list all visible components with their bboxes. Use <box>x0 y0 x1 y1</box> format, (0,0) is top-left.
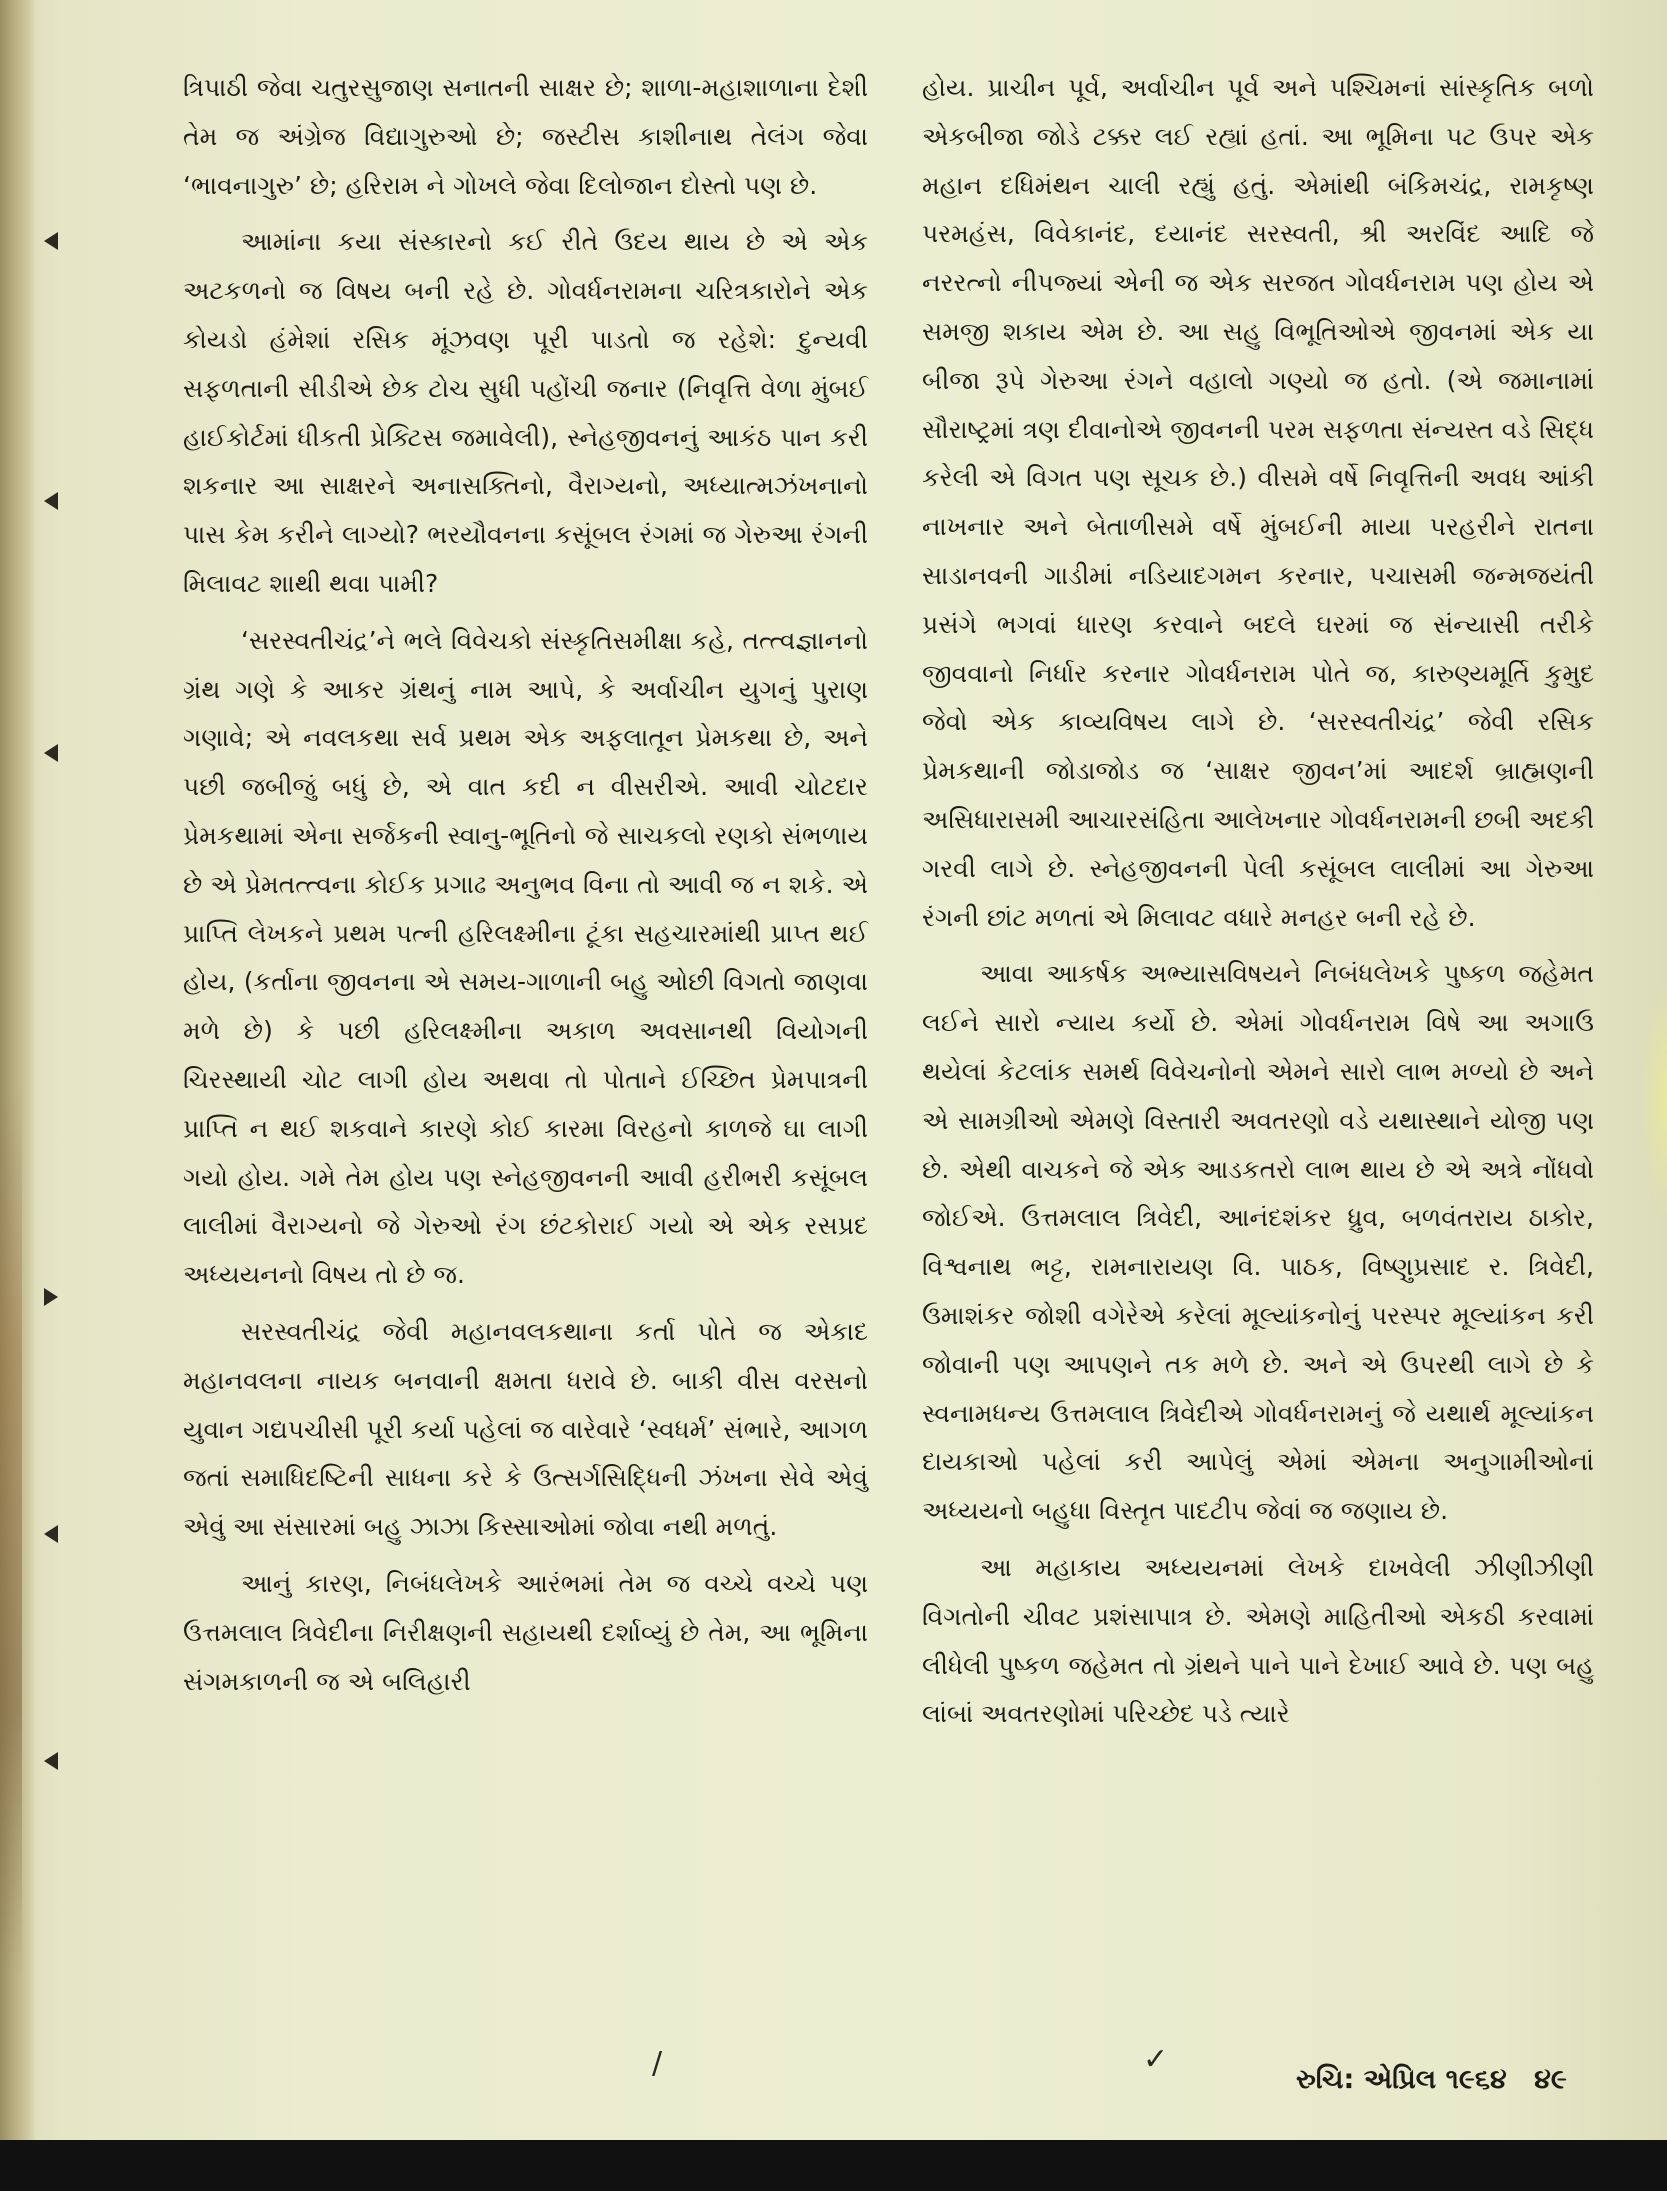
edge-stain <box>0 1080 22 1980</box>
edge-highlight <box>1641 980 1667 1220</box>
right-text-column <box>922 64 1594 1747</box>
binding-hole-marker <box>44 492 58 510</box>
paragraph: ‘સરસ્વતીચંદ્ર’ને ભલે વિવેચકો સંસ્કૃતિસમીક્ષા કહે, તત્ત્વજ્ઞાનનો ગ્રંથ ગણે કે આકર ગ્રંથનું નામ આપે, કે અર્વાચીન યુગનું પુરાણ ગણાવે; એ નવલકથા સર્વ પ્રથમ એક અફલાતૂન પ્રેમકથા છે, અને પછી જબીજું બધું છે, એ વાત કદી ન વીસરીએ. આવી ચોટદાર પ્રેમકથામાં એના સર્જકની સ્વાનુ-ભૂતિનો જે સાચકલો રણકો સંભળાય છે એ પ્રેમતત્ત્વના કોઈક પ્રગાઢ અનુભવ વિના તો આવી જ ન શકે. એ પ્રાપ્તિ લેખકને પ્રથમ પત્ની હરિલક્ષ્મીના ટૂંકા સહચારમાંથી પ્રાપ્ત થઈ હોય, (કર્તાના જીવનના એ સમય-ગાળાની બહુ ઓછી વિગતો જાણવા મળે છે) કે પછી હરિલક્ષ્મીના અકાળ અવસાનથી વિયોગની ચિરસ્થાયી ચોટ લાગી હોય અથવા તો પોતાને ઈચ્છિત પ્રેમપાત્રની પ્રાપ્તિ ન થઈ શકવાને કારણે કોઈ કારમા વિરહનો કાળજે ઘા લાગી ગયો હોય. ગમે તેમ હોય પણ સ્નેહજીવનની આવી હરીભરી કસૂંબલ લાલીમાં વૈરાગ્યનો જે ગેરુઓ રંગ છંટકોરાઈ ગયો એ એક રસપ્રદ અધ્યયનનો વિષય તો છે જ. <box>183 625 868 1290</box>
magazine-issue-label: રુચિ: એપ્રિલ ૧૯૬૪ <box>1296 2064 1507 2095</box>
paragraph: આમાંના કયા સંસ્કારનો કઈ રીતે ઉદય થાય છે એ એક અટકળનો જ વિષય બની રહે છે. ગોવર્ધનરામના ચરિત્રકારોને એક કોયડો હંમેશાં રસિક મૂંઝવણ પૂરી પાડતો જ રહેશે: દુન્યવી સફળતાની સીડીએ છેક ટોચ સુધી પહોંચી જનાર (નિવૃત્તિ વેળા મુંબઈ હાઈકોર્ટમાં ધીકતી પ્રેક્ટિસ જમાવેલી), સ્નેહજીવનનું આકંઠ પાન કરી શકનાર આ સાક્ષરને અનાસક્તિનો, વૈરાગ્યનો, અધ્યાત્મઝંખનાનો પાસ કેમ કરીને લાગ્યો? ભરયૌવનના કસૂંબલ રંગમાં જ ગેરુઆ રંગની મિલાવટ શાથી થવા પામી? <box>183 227 868 598</box>
binding-hole-marker <box>44 1752 58 1770</box>
paragraph: આવા આકર્ષક અભ્યાસવિષયને નિબંધલેખકે પુષ્કળ જહેમત લઈને સારો ન્યાય કર્યો છે. એમાં ગોવર્ધનરામ વિષે આ અગાઉ થયેલાં કેટલાંક સમર્થ વિવેચનોનો એમને સારો લાભ મળ્યો છે અને એ સામગ્રીઓ એમણે વિસ્તારી અવતરણો વડે યથાસ્થાને યોજી પણ છે. એથી વાચકને જે એક આડકતરો લાભ થાય છે એ અત્રે નોંધવો જોઈએ. ઉત્તમલાલ ત્રિવેદી, આનંદશંકર ધ્રુવ, બળવંતરાય ઠાકોર, વિશ્વનાથ ભટ્ટ, રામનારાયણ વિ. પાઠક, વિષ્ણુપ્રસાદ ર. ત્રિવેદી, ઉમાશંકર જોશી વગેરેએ કરેલાં મૂલ્યાંકનોનું પરસ્પર મૂલ્યાંકન કરી જોવાની પણ આપણને તક મળે છે. અને એ ઉપરથી લાગે છે કે સ્વનામધન્ય ઉત્તમલાલ ત્રિવેદીએ ગોવર્ધનરામનું જે યથાર્થ મૂલ્યાંકન દાયકાઓ પહેલાં કરી આપેલું એમાં એમના અનુગામીઓનાં અધ્યયનો બહુધા વિસ્તૃત પાદટીપ જેવાં જ જણાય છે. <box>922 959 1594 1526</box>
paragraph: ત્રિપાઠી જેવા ચતુરસુજાણ સનાતની સાક્ષર છે; શાળા-મહાશાળાના દેશી તેમ જ અંગ્રેજ વિદ્યાગુરુઓ છે; જસ્ટીસ કાશીનાથ તેલંગ જેવા ‘ભાવનાગુરુ’ છે; હરિરામ ને ગોખલે જેવા દિલોજાન દોસ્તો પણ છે. <box>183 73 868 200</box>
paragraph: આનું કારણ, નિબંધલેખકે આરંભમાં તેમ જ વચ્ચે વચ્ચે પણ ઉત્તમલાલ ત્રિવેદીના નિરીક્ષણની સહાયથી દર્શાવ્યું છે તેમ, આ ભૂમિના સંગમકાળની જ એ બલિહારી <box>183 1568 868 1696</box>
binding-hole-marker <box>44 1525 58 1543</box>
binding-hole-marker <box>44 1288 58 1306</box>
left-text-column <box>183 64 868 1714</box>
pencil-check-mark: ✓ <box>1143 2042 1169 2077</box>
binding-hole-marker <box>44 744 58 762</box>
binding-hole-marker <box>44 232 58 250</box>
paragraph: આ મહાકાય અધ્યયનમાં લેખકે દાખવેલી ઝીણીઝીણી વિગતોની ચીવટ પ્રશંસાપાત્ર છે. એમણે માહિતીઓ એકઠી કરવામાં લીધેલી પુષ્કળ જહેમત તો ગ્રંથને પાને પાને દેખાઈ આવે છે. પણ બહુ લાંબાં અવતરણોમાં પરિચ્છેદ પડે ત્યારે <box>922 1552 1594 1729</box>
page-footer <box>1296 2064 1585 2096</box>
paragraph: હોય. પ્રાચીન પૂર્વ, અર્વાચીન પૂર્વ અને પશ્ચિમનાં સાંસ્કૃતિક બળો એકબીજા જોડે ટક્કર લઈ રહ્યાં હતાં. આ ભૂમિના પટ ઉપર એક મહાન દધિમંથન ચાલી રહ્યું હતું. એમાંથી બંકિમચંદ્ર, રામકૃષ્ણ પરમહંસ, વિવેકાનંદ, દયાનંદ સરસ્વતી, શ્રી અરવિંદ આદિ જે નરરત્નો નીપજ્યાં એની જ એક સરજત ગોવર્ધનરામ પણ હોય એ સમજી શકાય એમ છે. આ સહુ વિભૂતિઓએ જીવનમાં એક યા બીજા રૂપે ગેરુઆ રંગને વહાલો ગણ્યો જ હતો. (એ જમાનામાં સૌરાષ્ટ્રમાં ત્રણ દીવાનોએ જીવનની પરમ સફળતા સંન્યસ્ત વડે સિદ્ધ કરેલી એ વિગત પણ સૂચક છે.) વીસમે વર્ષે નિવૃત્તિની અવધ આંકી નાખનાર અને બેતાળીસમે વર્ષે મુંબઈની માયા પરહરીને રાતના સાડાનવની ગાડીમાં નડિયાદગમન કરનાર, પચાસમી જન્મજયંતી પ્રસંગે ભગવાં ધારણ કરવાને બદલે ઘરમાં જ સંન્યાસી તરીકે જીવવાનો નિર્ધાર કરનાર ગોવર્ધનરામ પોતે જ, કારુણ્યમૂર્તિ કુમુદ જેવો એક કાવ્યવિષય લાગે છે. ‘સરસ્વતીચંદ્ર’ જેવી રસિક પ્રેમકથાની જોડાજોડ જ ‘સાક્ષર જીવન’માં આદર્શ બ્રાહ્મણની અસિધારાસમી આચારસંહિતા આલેખનાર ગોવર્ધનરામની છબી અદકી ગરવી લાગે છે. સ્નેહજીવનની પેલી કસૂંબલ લાલીમાં આ ગેરુઆ રંગની છાંટ મળતાં એ મિલાવટ વધારે મનહર બની રહે છે. <box>922 73 1594 932</box>
paragraph: સરસ્વતીચંદ્ર જેવી મહાનવલકથાના કર્તા પોતે જ એકાદ મહાનવલના નાયક બનવાની ક્ષમતા ધરાવે છે. બાકી વીસ વરસનો યુવાન ગદ્યપચીસી પૂરી કર્યા પહેલાં જ વારેવારે ‘સ્વધર્મ’ સંભારે, આગળ જતાં સમાધિદષ્ટિની સાધના કરે કે ઉત્સર્ગસિદ્ધિની ઝંખના સેવે એવું એવું આ સંસારમાં બહુ ઝાઝા કિસ્સાઓમાં જોવા નથી મળતું. <box>183 1316 868 1542</box>
page-number: ૪૯ <box>1534 2064 1567 2095</box>
pencil-tick-mark: / <box>652 2046 663 2081</box>
